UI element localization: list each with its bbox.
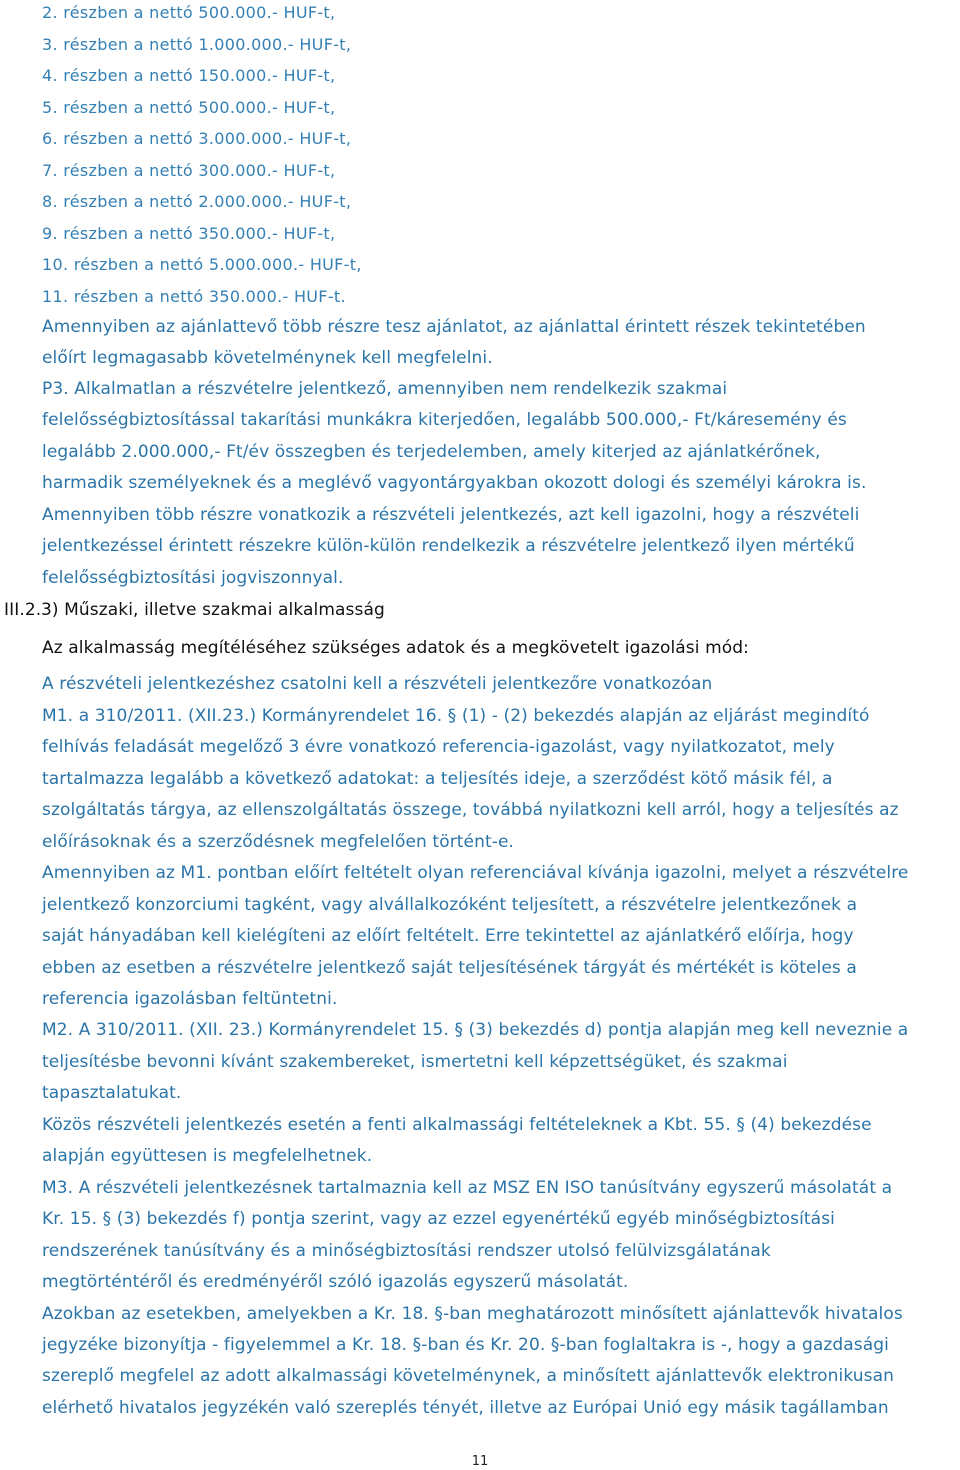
paragraph-line: jelentkezéssel érintett részekre külön-külön rendelkezik a részvételre jelentkező ilyen mértékű — [42, 536, 855, 556]
body-line: M1. a 310/2011. (XII.23.) Kormányrendelet 16. § (1) - (2) bekezdés alapján az eljárást megindító — [42, 706, 870, 726]
paragraph-line: Amennyiben az ajánlattevő több részre tesz ajánlatot, az ajánlattal érintett részek tekintetében — [42, 317, 866, 337]
section-title: 3) Műszaki, illetve szakmai alkalmasság — [41, 600, 385, 620]
part-list-item: 9. részben a nettó 350.000.- HUF-t, — [42, 224, 336, 243]
body-line: jegyzéke bizonyítja - figyelemmel a Kr. 18. §-ban és Kr. 20. §-ban foglaltakra is -, hogy a gazdasági — [42, 1335, 889, 1355]
part-list-item: 8. részben a nettó 2.000.000.- HUF-t, — [42, 192, 352, 211]
part-list-item: 10. részben a nettó 5.000.000.- HUF-t, — [42, 255, 362, 274]
paragraph-line: legalább 2.000.000,- Ft/év összegben és terjedelemben, amely kiterjed az ajánlatkérőnek, — [42, 442, 821, 462]
paragraph-line: P3. Alkalmatlan a részvételre jelentkező, amennyiben nem rendelkezik szakmai — [42, 379, 728, 399]
body-line: teljesítésbe bevonni kívánt szakembereket, ismertetni kell képzettségüket, és szakmai — [42, 1052, 788, 1072]
body-line: szereplő megfelel az adott alkalmassági követelménynek, a minősített ajánlattevők elektronikusan — [42, 1366, 894, 1386]
paragraph-line: előírt legmagasabb követelménynek kell megfelelni. — [42, 348, 493, 368]
paragraph-line: felelősségbiztosítással takarítási munkákra kiterjedően, legalább 500.000,- Ft/káresemény és — [42, 410, 847, 430]
paragraph-line: Amennyiben több részre vonatkozik a részvételi jelentkezés, azt kell igazolni, hogy a részvételi — [42, 505, 860, 525]
part-list-item: 2. részben a nettó 500.000.- HUF-t, — [42, 3, 336, 22]
body-line: előírásoknak és a szerződésnek megfelelően történt-e. — [42, 832, 515, 852]
body-line: referencia igazolásban feltüntetni. — [42, 989, 338, 1009]
body-line: jelentkező konzorciumi tagként, vagy alvállalkozóként teljesített, a részvételre jelentkezőnek a — [42, 895, 858, 915]
body-line: Kr. 15. § (3) bekezdés f) pontja szerint, vagy az ezzel egyenértékű egyéb minőségbiztosítási — [42, 1209, 835, 1229]
body-line: elérhető hivatalos jegyzékén való szereplés tényét, illetve az Európai Unió egy másik tagállamban — [42, 1398, 889, 1418]
body-line: tartalmazza legalább a következő adatokat: a teljesítés ideje, a szerződést kötő másik fél, a — [42, 769, 833, 789]
paragraph-line: felelősségbiztosítási jogviszonnyal. — [42, 568, 344, 588]
part-list-item: 4. részben a nettó 150.000.- HUF-t, — [42, 66, 336, 85]
page-number: 11 — [471, 1454, 489, 1469]
body-line: M3. A részvételi jelentkezésnek tartalmaznia kell az MSZ EN ISO tanúsítvány egyszerű másolatát a — [42, 1178, 893, 1198]
part-list-item: 3. részben a nettó 1.000.000.- HUF-t, — [42, 35, 352, 54]
part-list-item: 5. részben a nettó 500.000.- HUF-t, — [42, 98, 336, 117]
body-line: Azokban az esetekben, amelyekben a Kr. 18. §-ban meghatározott minősített ajánlattevők hivatalos — [42, 1304, 903, 1324]
body-line: megtörténtéről és eredményéről szóló igazolás egyszerű másolatát. — [42, 1272, 629, 1292]
body-line: Közös részvételi jelentkezés esetén a fenti alkalmassági feltételeknek a Kbt. 55. § (4) bekezdése — [42, 1115, 872, 1135]
body-line: ebben az esetben a részvételre jelentkező saját teljesítésének tárgyát és mértékét is köteles a — [42, 958, 857, 978]
section-number: III.2. — [4, 600, 42, 620]
part-list-item: 7. részben a nettó 300.000.- HUF-t, — [42, 161, 336, 180]
body-line: alapján együttesen is megfelelhetnek. — [42, 1146, 373, 1166]
body-line: M2. A 310/2011. (XII. 23.) Kormányrendelet 15. § (3) bekezdés d) pontja alapján meg kell neveznie a — [42, 1020, 909, 1040]
part-list-item: 6. részben a nettó 3.000.000.- HUF-t, — [42, 129, 352, 148]
body-line: Amennyiben az M1. pontban előírt feltételt olyan referenciával kívánja igazolni, melyet a részvételre — [42, 863, 909, 883]
body-line: felhívás feladását megelőző 3 évre vonatkozó referencia-igazolást, vagy nyilatkozatot, mely — [42, 737, 835, 757]
body-line: tapasztalatukat. — [42, 1083, 182, 1103]
body-line: A részvételi jelentkezéshez csatolni kell a részvételi jelentkezőre vonatkozóan — [42, 674, 713, 694]
body-line: szolgáltatás tárgya, az ellenszolgáltatás összege, továbbá nyilatkozni kell arról, hogy a teljesítés az — [42, 800, 899, 820]
section-subheading: Az alkalmasság megítéléséhez szükséges adatok és a megkövetelt igazolási mód: — [42, 638, 749, 658]
part-list-item: 11. részben a nettó 350.000.- HUF-t. — [42, 287, 346, 306]
body-line: rendszerének tanúsítvány és a minőségbiztosítási rendszer utolsó felülvizsgálatának — [42, 1241, 771, 1261]
paragraph-line: harmadik személyeknek és a meglévő vagyontárgyakban okozott dologi és személyi károkra is. — [42, 473, 867, 493]
body-line: saját hányadában kell kielégíteni az előírt feltételt. Erre tekintettel az ajánlatkérő előírja, hogy — [42, 926, 854, 946]
